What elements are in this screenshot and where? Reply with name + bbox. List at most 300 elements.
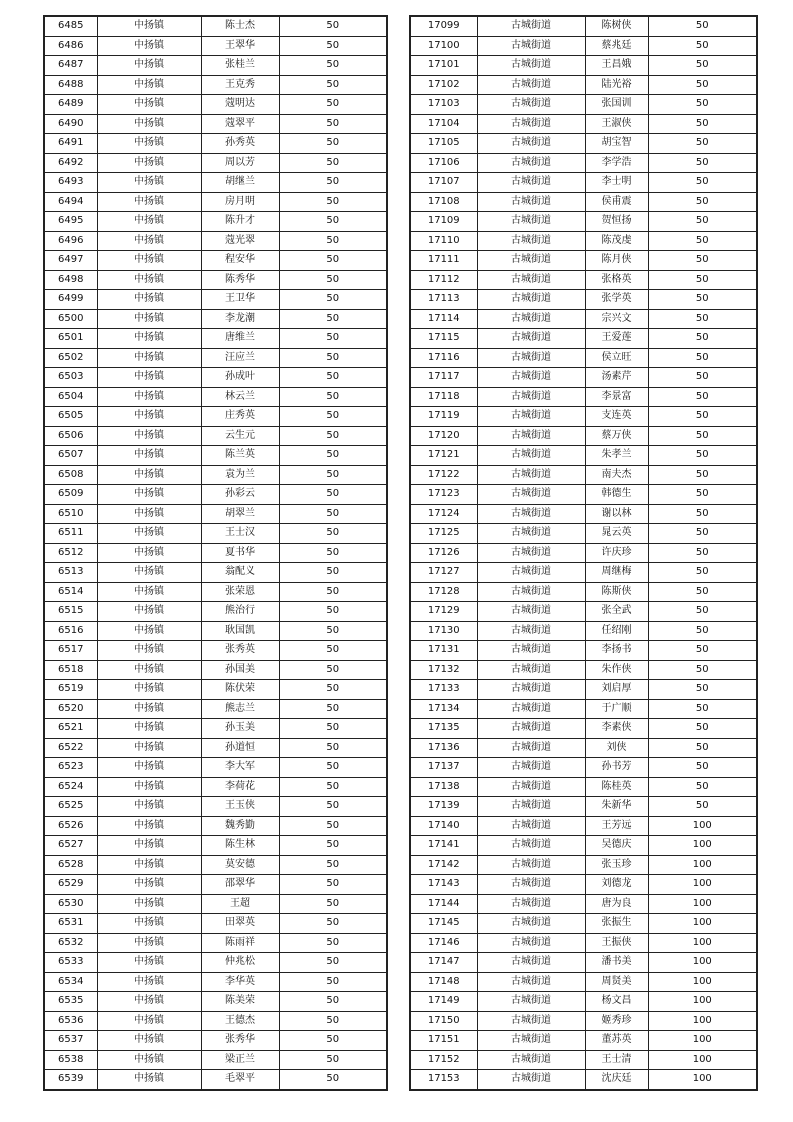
person-name-cell: 胡宝智 <box>585 134 648 154</box>
township-cell: 古城街道 <box>477 855 585 875</box>
amount-cell: 50 <box>279 368 387 388</box>
amount-cell: 50 <box>279 933 387 953</box>
amount-cell: 50 <box>648 251 757 271</box>
amount-cell: 100 <box>648 914 757 934</box>
serial-number-cell: 6488 <box>44 75 97 95</box>
amount-cell: 50 <box>279 738 387 758</box>
person-name-cell: 魏秀勤 <box>201 816 279 836</box>
serial-number-cell: 6536 <box>44 1011 97 1031</box>
person-name-cell: 孙玉美 <box>201 719 279 739</box>
township-cell: 古城街道 <box>477 485 585 505</box>
serial-number-cell: 17151 <box>410 1031 477 1051</box>
person-name-cell: 王振侠 <box>585 933 648 953</box>
table-row <box>410 777 757 797</box>
township-cell: 中扬镇 <box>97 524 201 544</box>
serial-number-cell: 17153 <box>410 1070 477 1090</box>
person-name-cell: 莫安德 <box>201 855 279 875</box>
serial-number-cell: 17152 <box>410 1050 477 1070</box>
serial-number-cell: 6512 <box>44 543 97 563</box>
amount-cell: 50 <box>279 407 387 427</box>
table-row <box>44 641 387 661</box>
serial-number-cell: 6531 <box>44 914 97 934</box>
amount-cell: 50 <box>279 1031 387 1051</box>
person-name-cell: 汪应兰 <box>201 348 279 368</box>
table-row <box>410 680 757 700</box>
person-name-cell: 张学英 <box>585 290 648 310</box>
person-name-cell: 孙彩云 <box>201 485 279 505</box>
township-cell: 中扬镇 <box>97 36 201 56</box>
person-name-cell: 房月明 <box>201 192 279 212</box>
amount-cell: 50 <box>279 797 387 817</box>
person-name-cell: 毛翠平 <box>201 1070 279 1090</box>
township-cell: 中扬镇 <box>97 231 201 251</box>
amount-cell: 50 <box>279 95 387 115</box>
person-name-cell: 李学浩 <box>585 153 648 173</box>
serial-number-cell: 17127 <box>410 563 477 583</box>
township-cell: 中扬镇 <box>97 16 201 36</box>
person-name-cell: 张格英 <box>585 270 648 290</box>
person-name-cell: 支连英 <box>585 407 648 427</box>
person-name-cell: 程安华 <box>201 251 279 271</box>
table-row <box>410 95 757 115</box>
amount-cell: 50 <box>279 641 387 661</box>
amount-cell: 50 <box>648 231 757 251</box>
serial-number-cell: 6502 <box>44 348 97 368</box>
person-name-cell: 孙秀英 <box>201 134 279 154</box>
table-row <box>410 36 757 56</box>
table-row <box>410 504 757 524</box>
amount-cell: 50 <box>648 680 757 700</box>
township-cell: 中扬镇 <box>97 309 201 329</box>
serial-number-cell: 6498 <box>44 270 97 290</box>
amount-cell: 50 <box>279 485 387 505</box>
table-row <box>410 972 757 992</box>
amount-cell: 50 <box>279 387 387 407</box>
person-name-cell: 王翠华 <box>201 36 279 56</box>
serial-number-cell: 17147 <box>410 953 477 973</box>
person-name-cell: 陆光裕 <box>585 75 648 95</box>
serial-number-cell: 17142 <box>410 855 477 875</box>
person-name-cell: 庄秀英 <box>201 407 279 427</box>
person-name-cell: 云生元 <box>201 426 279 446</box>
table-row <box>44 602 387 622</box>
township-cell: 中扬镇 <box>97 1050 201 1070</box>
person-name-cell: 李龙潮 <box>201 309 279 329</box>
amount-cell: 50 <box>279 465 387 485</box>
table-row <box>410 699 757 719</box>
serial-number-cell: 17120 <box>410 426 477 446</box>
amount-cell: 50 <box>279 894 387 914</box>
township-cell: 古城街道 <box>477 524 585 544</box>
township-cell: 古城街道 <box>477 56 585 76</box>
township-cell: 古城街道 <box>477 914 585 934</box>
township-cell: 古城街道 <box>477 1031 585 1051</box>
amount-cell: 50 <box>279 251 387 271</box>
table-row <box>410 797 757 817</box>
amount-cell: 50 <box>648 485 757 505</box>
person-name-cell: 王爱莲 <box>585 329 648 349</box>
serial-number-cell: 17149 <box>410 992 477 1012</box>
amount-cell: 50 <box>279 660 387 680</box>
amount-cell: 100 <box>648 933 757 953</box>
table-row <box>410 212 757 232</box>
person-name-cell: 刘侠 <box>585 738 648 758</box>
serial-number-cell: 6496 <box>44 231 97 251</box>
table-row <box>410 153 757 173</box>
table-row <box>410 368 757 388</box>
serial-number-cell: 17136 <box>410 738 477 758</box>
township-cell: 中扬镇 <box>97 1070 201 1090</box>
table-row <box>44 465 387 485</box>
township-cell: 中扬镇 <box>97 56 201 76</box>
township-cell: 古城街道 <box>477 446 585 466</box>
serial-number-cell: 6490 <box>44 114 97 134</box>
township-cell: 中扬镇 <box>97 582 201 602</box>
serial-number-cell: 17112 <box>410 270 477 290</box>
table-row <box>44 95 387 115</box>
amount-cell: 100 <box>648 836 757 856</box>
township-cell: 古城街道 <box>477 992 585 1012</box>
amount-cell: 50 <box>279 875 387 895</box>
table-row <box>44 875 387 895</box>
table-row <box>410 816 757 836</box>
serial-number-cell: 17133 <box>410 680 477 700</box>
amount-cell: 50 <box>279 972 387 992</box>
table-row <box>410 894 757 914</box>
serial-number-cell: 17117 <box>410 368 477 388</box>
person-name-cell: 王芳远 <box>585 816 648 836</box>
amount-cell: 50 <box>648 621 757 641</box>
serial-number-cell: 17100 <box>410 36 477 56</box>
township-cell: 中扬镇 <box>97 465 201 485</box>
person-name-cell: 许庆珍 <box>585 543 648 563</box>
serial-number-cell: 6503 <box>44 368 97 388</box>
amount-cell: 100 <box>648 1070 757 1090</box>
amount-cell: 50 <box>279 16 387 36</box>
amount-cell: 50 <box>279 504 387 524</box>
right-roster-table <box>409 15 758 1091</box>
table-row <box>44 1011 387 1031</box>
table-row <box>410 192 757 212</box>
table-row <box>44 387 387 407</box>
amount-cell: 50 <box>648 134 757 154</box>
serial-number-cell: 6511 <box>44 524 97 544</box>
amount-cell: 50 <box>648 699 757 719</box>
township-cell: 中扬镇 <box>97 699 201 719</box>
table-row <box>44 836 387 856</box>
township-cell: 古城街道 <box>477 36 585 56</box>
person-name-cell: 张桂兰 <box>201 56 279 76</box>
amount-cell: 50 <box>279 680 387 700</box>
table-row <box>410 719 757 739</box>
township-cell: 古城街道 <box>477 426 585 446</box>
person-name-cell: 耿国凯 <box>201 621 279 641</box>
table-row <box>410 309 757 329</box>
table-row <box>410 1031 757 1051</box>
township-cell: 古城街道 <box>477 621 585 641</box>
township-cell: 古城街道 <box>477 114 585 134</box>
township-cell: 中扬镇 <box>97 270 201 290</box>
serial-number-cell: 6489 <box>44 95 97 115</box>
serial-number-cell: 6518 <box>44 660 97 680</box>
table-row <box>44 621 387 641</box>
left-roster-table <box>43 15 388 1091</box>
amount-cell: 50 <box>279 563 387 583</box>
amount-cell: 50 <box>648 173 757 193</box>
person-name-cell: 李景富 <box>585 387 648 407</box>
table-row <box>44 699 387 719</box>
table-row <box>44 485 387 505</box>
serial-number-cell: 17141 <box>410 836 477 856</box>
serial-number-cell: 17129 <box>410 602 477 622</box>
township-cell: 古城街道 <box>477 660 585 680</box>
township-cell: 中扬镇 <box>97 387 201 407</box>
person-name-cell: 李素侠 <box>585 719 648 739</box>
amount-cell: 50 <box>279 1050 387 1070</box>
township-cell: 古城街道 <box>477 777 585 797</box>
serial-number-cell: 6508 <box>44 465 97 485</box>
amount-cell: 50 <box>648 738 757 758</box>
table-row <box>44 758 387 778</box>
person-name-cell: 王昌娥 <box>585 56 648 76</box>
township-cell: 中扬镇 <box>97 816 201 836</box>
table-row <box>410 875 757 895</box>
table-row <box>410 836 757 856</box>
amount-cell: 50 <box>648 446 757 466</box>
serial-number-cell: 6520 <box>44 699 97 719</box>
amount-cell: 50 <box>648 192 757 212</box>
table-row <box>410 16 757 36</box>
amount-cell: 50 <box>648 329 757 349</box>
amount-cell: 50 <box>648 290 757 310</box>
amount-cell: 50 <box>648 348 757 368</box>
township-cell: 古城街道 <box>477 563 585 583</box>
township-cell: 中扬镇 <box>97 836 201 856</box>
serial-number-cell: 17143 <box>410 875 477 895</box>
township-cell: 古城街道 <box>477 465 585 485</box>
amount-cell: 50 <box>648 660 757 680</box>
table-row <box>44 212 387 232</box>
person-name-cell: 侯立旺 <box>585 348 648 368</box>
amount-cell: 50 <box>279 134 387 154</box>
serial-number-cell: 6526 <box>44 816 97 836</box>
township-cell: 中扬镇 <box>97 641 201 661</box>
serial-number-cell: 6515 <box>44 602 97 622</box>
person-name-cell: 唐为良 <box>585 894 648 914</box>
person-name-cell: 蔻翠平 <box>201 114 279 134</box>
table-row <box>44 56 387 76</box>
serial-number-cell: 6495 <box>44 212 97 232</box>
township-cell: 中扬镇 <box>97 972 201 992</box>
amount-cell: 50 <box>648 563 757 583</box>
township-cell: 中扬镇 <box>97 251 201 271</box>
table-row <box>410 738 757 758</box>
table-row <box>44 192 387 212</box>
township-cell: 中扬镇 <box>97 738 201 758</box>
table-row <box>410 270 757 290</box>
person-name-cell: 陈树侠 <box>585 16 648 36</box>
amount-cell: 50 <box>648 114 757 134</box>
table-row <box>44 251 387 271</box>
serial-number-cell: 6523 <box>44 758 97 778</box>
person-name-cell: 王淑侠 <box>585 114 648 134</box>
township-cell: 中扬镇 <box>97 348 201 368</box>
township-cell: 古城街道 <box>477 719 585 739</box>
township-cell: 古城街道 <box>477 797 585 817</box>
township-cell: 古城街道 <box>477 192 585 212</box>
person-name-cell: 王克秀 <box>201 75 279 95</box>
table-row <box>44 329 387 349</box>
person-name-cell: 熊志兰 <box>201 699 279 719</box>
table-row <box>44 504 387 524</box>
person-name-cell: 陈士杰 <box>201 16 279 36</box>
amount-cell: 50 <box>279 914 387 934</box>
township-cell: 古城街道 <box>477 1011 585 1031</box>
serial-number-cell: 17123 <box>410 485 477 505</box>
table-row <box>410 953 757 973</box>
amount-cell: 50 <box>279 231 387 251</box>
amount-cell: 50 <box>648 602 757 622</box>
person-name-cell: 陈伏荣 <box>201 680 279 700</box>
person-name-cell: 李士明 <box>585 173 648 193</box>
table-row <box>410 387 757 407</box>
serial-number-cell: 6528 <box>44 855 97 875</box>
amount-cell: 50 <box>648 75 757 95</box>
township-cell: 中扬镇 <box>97 914 201 934</box>
township-cell: 中扬镇 <box>97 173 201 193</box>
person-name-cell: 陈月侠 <box>585 251 648 271</box>
township-cell: 古城街道 <box>477 953 585 973</box>
table-row <box>44 1031 387 1051</box>
table-row <box>410 426 757 446</box>
table-row <box>410 134 757 154</box>
person-name-cell: 蔡万侠 <box>585 426 648 446</box>
person-name-cell: 陈生林 <box>201 836 279 856</box>
table-row <box>410 660 757 680</box>
township-cell: 古城街道 <box>477 758 585 778</box>
serial-number-cell: 17135 <box>410 719 477 739</box>
township-cell: 中扬镇 <box>97 992 201 1012</box>
person-name-cell: 任绍刚 <box>585 621 648 641</box>
person-name-cell: 胡继兰 <box>201 173 279 193</box>
serial-number-cell: 6514 <box>44 582 97 602</box>
serial-number-cell: 6507 <box>44 446 97 466</box>
amount-cell: 100 <box>648 855 757 875</box>
township-cell: 中扬镇 <box>97 797 201 817</box>
serial-number-cell: 6510 <box>44 504 97 524</box>
person-name-cell: 贺恒扬 <box>585 212 648 232</box>
person-name-cell: 张全武 <box>585 602 648 622</box>
amount-cell: 100 <box>648 1011 757 1031</box>
amount-cell: 50 <box>279 602 387 622</box>
township-cell: 古城街道 <box>477 641 585 661</box>
table-row <box>44 992 387 1012</box>
township-cell: 中扬镇 <box>97 212 201 232</box>
person-name-cell: 姬秀珍 <box>585 1011 648 1031</box>
serial-number-cell: 17150 <box>410 1011 477 1031</box>
township-cell: 古城街道 <box>477 251 585 271</box>
table-row <box>44 777 387 797</box>
amount-cell: 50 <box>648 212 757 232</box>
table-row <box>410 582 757 602</box>
serial-number-cell: 17121 <box>410 446 477 466</box>
table-row <box>44 231 387 251</box>
person-name-cell: 蔻光翠 <box>201 231 279 251</box>
township-cell: 古城街道 <box>477 875 585 895</box>
person-name-cell: 李荷花 <box>201 777 279 797</box>
person-name-cell: 仲兆松 <box>201 953 279 973</box>
amount-cell: 50 <box>279 56 387 76</box>
person-name-cell: 田翠英 <box>201 914 279 934</box>
serial-number-cell: 17139 <box>410 797 477 817</box>
township-cell: 中扬镇 <box>97 329 201 349</box>
table-row <box>410 621 757 641</box>
amount-cell: 50 <box>279 1070 387 1090</box>
serial-number-cell: 6525 <box>44 797 97 817</box>
table-row <box>410 1070 757 1090</box>
person-name-cell: 蔡兆廷 <box>585 36 648 56</box>
serial-number-cell: 17101 <box>410 56 477 76</box>
serial-number-cell: 6539 <box>44 1070 97 1090</box>
person-name-cell: 林云兰 <box>201 387 279 407</box>
township-cell: 中扬镇 <box>97 855 201 875</box>
township-cell: 古城街道 <box>477 173 585 193</box>
serial-number-cell: 17103 <box>410 95 477 115</box>
table-row <box>410 231 757 251</box>
serial-number-cell: 6521 <box>44 719 97 739</box>
serial-number-cell: 6487 <box>44 56 97 76</box>
township-cell: 古城街道 <box>477 933 585 953</box>
person-name-cell: 李扬书 <box>585 641 648 661</box>
amount-cell: 50 <box>279 329 387 349</box>
amount-cell: 50 <box>279 173 387 193</box>
serial-number-cell: 17109 <box>410 212 477 232</box>
amount-cell: 50 <box>648 543 757 563</box>
amount-cell: 50 <box>279 816 387 836</box>
township-cell: 古城街道 <box>477 602 585 622</box>
person-name-cell: 汤素芹 <box>585 368 648 388</box>
township-cell: 古城街道 <box>477 894 585 914</box>
amount-cell: 50 <box>648 524 757 544</box>
person-name-cell: 邵翠华 <box>201 875 279 895</box>
serial-number-cell: 17122 <box>410 465 477 485</box>
person-name-cell: 潘书美 <box>585 953 648 973</box>
township-cell: 古城街道 <box>477 270 585 290</box>
township-cell: 古城街道 <box>477 231 585 251</box>
right-roster-body <box>410 16 757 1090</box>
table-row <box>410 114 757 134</box>
serial-number-cell: 6513 <box>44 563 97 583</box>
amount-cell: 50 <box>279 348 387 368</box>
serial-number-cell: 6491 <box>44 134 97 154</box>
township-cell: 古城街道 <box>477 680 585 700</box>
serial-number-cell: 17126 <box>410 543 477 563</box>
person-name-cell: 陈斯侠 <box>585 582 648 602</box>
table-row <box>44 75 387 95</box>
person-name-cell: 韩德生 <box>585 485 648 505</box>
township-cell: 古城街道 <box>477 212 585 232</box>
person-name-cell: 陈升才 <box>201 212 279 232</box>
township-cell: 中扬镇 <box>97 933 201 953</box>
serial-number-cell: 6517 <box>44 641 97 661</box>
table-row <box>44 114 387 134</box>
township-cell: 古城街道 <box>477 738 585 758</box>
serial-number-cell: 6524 <box>44 777 97 797</box>
township-cell: 中扬镇 <box>97 446 201 466</box>
township-cell: 中扬镇 <box>97 894 201 914</box>
person-name-cell: 李华英 <box>201 972 279 992</box>
person-name-cell: 王卫华 <box>201 290 279 310</box>
